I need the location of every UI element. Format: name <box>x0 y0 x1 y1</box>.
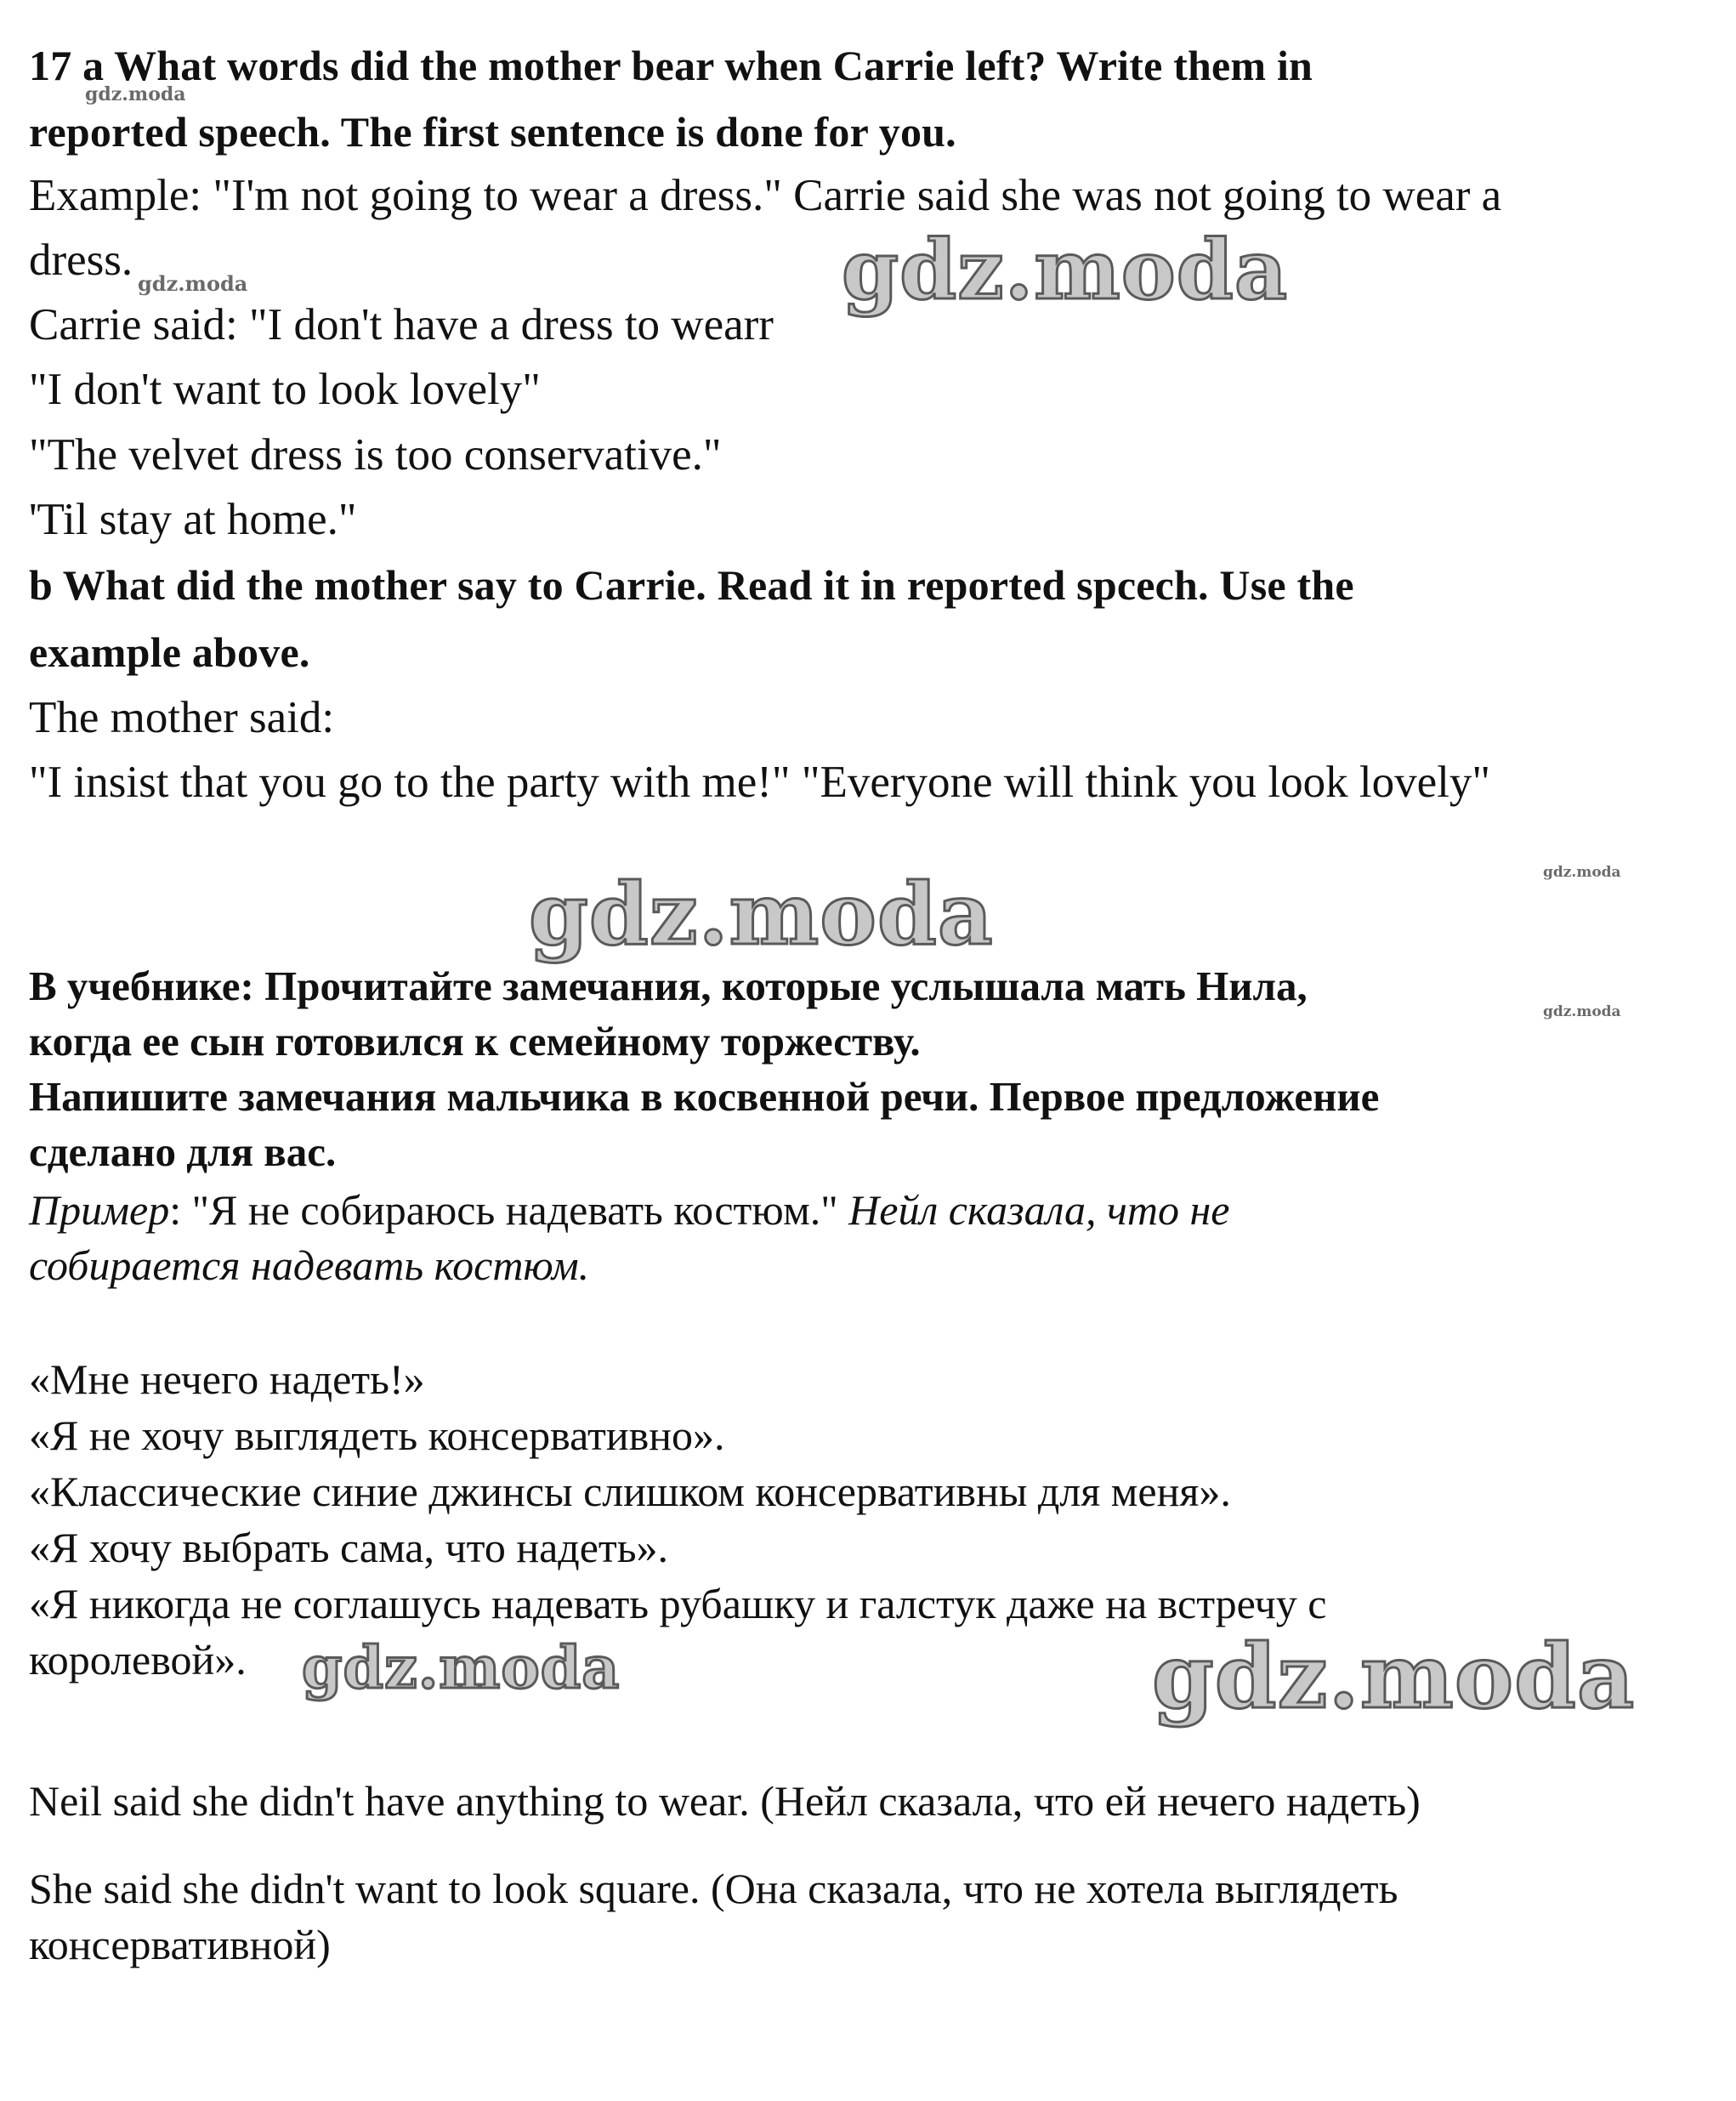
watermark-small-4: gdz.moda <box>1543 1003 1621 1020</box>
task-17a-heading-line1: 17 a What words did the mother bear when Carrie left? Write them in <box>29 42 1313 89</box>
example-label: Пример <box>29 1186 170 1234</box>
textbook-example-line1 <box>29 1186 1230 1234</box>
watermark-large-4: gdz.moda <box>1152 1624 1636 1729</box>
watermark-small-3: gdz.moda <box>1543 864 1621 881</box>
task-17a-quote-3: "The velvet dress is too conservative." <box>29 430 722 480</box>
remark-1: «Мне нечего надеть!» <box>29 1355 425 1403</box>
task-17a-example-line2: dress. <box>29 236 133 285</box>
task-17a-quote-4: 'Til stay at home." <box>29 495 357 544</box>
answer-2-line2: консервативной) <box>29 1921 331 1968</box>
example-answer-line1: Нейл сказала, что не <box>848 1186 1230 1234</box>
remark-6: королевой». <box>29 1636 247 1684</box>
watermark-large-1: gdz.moda <box>842 222 1289 318</box>
answer-2-line1: She said she didn't want to look square. (Она сказала, что не хотела выглядеть <box>29 1865 1398 1912</box>
watermark-large-3: gdz.moda <box>302 1634 621 1702</box>
remark-4: «Я хочу выбрать сама, что надеть». <box>29 1524 669 1571</box>
textbook-heading-line1: В учебнике: Прочитайте замечания, которые услышала мать Нила, <box>29 962 1308 1009</box>
task-17a-quote-1: Carrie said: "I don't have a dress to wearr <box>29 300 774 349</box>
textbook-heading-line3: Напишите замечания мальчика в косвенной речи. Первое предложение <box>29 1073 1380 1120</box>
answer-1: Neil said she didn't have anything to wear. (Нейл сказала, что ей нечего надеть) <box>29 1777 1421 1825</box>
example-answer-line2: собирается надевать костюм. <box>29 1241 590 1289</box>
task-17a-quote-2: "I don't want to look lovely" <box>29 365 541 414</box>
remark-2: «Я не хочу выглядеть консервативно». <box>29 1411 725 1459</box>
task-17a-heading-line2: reported speech. The first sentence is done for you. <box>29 108 956 156</box>
watermark-small-2: gdz.moda <box>138 271 248 296</box>
task-17b-heading-line2: example above. <box>29 628 310 676</box>
task-17a-example-line1: Example: "I'm not going to wear a dress." Carrie said she was not going to wear a <box>29 171 1502 220</box>
task-17b-heading-line1: b What did the mother say to Carrie. Read it in reported spcech. Use the <box>29 561 1354 609</box>
textbook-heading-line4: сделано для вас. <box>29 1128 337 1175</box>
remark-3: «Классические синие джинсы слишком консервативны для меня». <box>29 1468 1231 1515</box>
remark-5: «Я никогда не соглашусь надевать рубашку и галстук даже на встречу с <box>29 1580 1327 1627</box>
watermark-small-1: gdz.moda <box>85 83 186 105</box>
example-quote: "Я не собираюсь надевать костюм." <box>191 1186 849 1234</box>
textbook-heading-line2: когда ее сын готовился к семейному торжеству. <box>29 1018 921 1065</box>
task-17b-intro: The mother said: <box>29 693 335 742</box>
watermark-large-2: gdz.moda <box>529 864 994 964</box>
example-colon: : <box>169 1186 192 1234</box>
task-17b-quote: "I insist that you go to the party with me!" "Everyone will think you look lovely" <box>29 758 1491 807</box>
